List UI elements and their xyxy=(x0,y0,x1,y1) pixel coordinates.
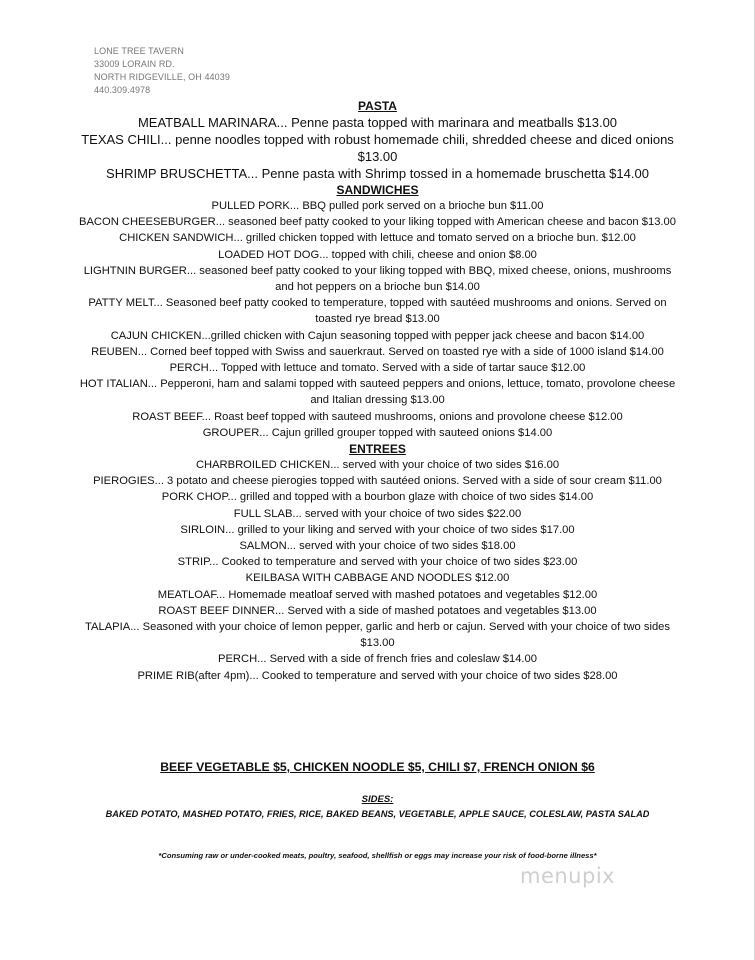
city-state-zip: NORTH RIDGEVILLE, OH 44039 xyxy=(94,72,230,82)
menu-item: FULL SLAB... served with your choice of two sides $22.00 xyxy=(233,507,522,520)
menu-item: LIGHTNIN BURGER... seasoned beef patty cooked to your liking topped with BBQ, mixed cheese, onions, mushrooms and hot peppers on a brioche bun $14.00 xyxy=(83,264,672,294)
section-title-sandwiches: SANDWICHES xyxy=(336,183,419,197)
restaurant-name: LONE TREE TAVERN xyxy=(94,46,184,56)
section-title-pasta: PASTA xyxy=(358,99,397,113)
sides-list: BAKED POTATO, MASHED POTATO, FRIES, RICE, BAKED BEANS, VEGETABLE, APPLE SAUCE, COLESLAW, PASTA SALAD xyxy=(105,809,650,819)
soups-line: BEEF VEGETABLE $5, CHICKEN NOODLE $5, CHILI $7, FRENCH ONION $6 xyxy=(160,760,595,774)
menu-item: REUBEN... Corned beef topped with Swiss and sauerkraut. Served on toasted rye with a side of 1000 island $14.00 xyxy=(91,345,664,358)
menu-item: ROAST BEEF... Roast beef topped with sauteed mushrooms, onions and provolone cheese $12.00 xyxy=(132,410,623,423)
menu-item: MEATLOAF... Homemade meatloaf served with mashed potatoes and vegetables $12.00 xyxy=(157,588,598,601)
menu-item: PULLED PORK... BBQ pulled pork served on a brioche bun $11.00 xyxy=(211,200,544,212)
menu-item: KEILBASA WITH CABBAGE AND NOODLES $12.00 xyxy=(245,572,510,585)
menu-item: SALMON... served with your choice of two sides $18.00 xyxy=(239,540,516,553)
street-address: 33009 LORAIN RD. xyxy=(94,59,175,69)
menu-item: PORK CHOP... grilled and topped with a bourbon glaze with choice of two sides $14.00 xyxy=(161,491,594,504)
menu-item: CHARBROILED CHICKEN... served with your choice of two sides $16.00 xyxy=(195,459,560,472)
sandwiches-list xyxy=(0,198,755,441)
menu-item: PIEROGIES... 3 potato and cheese pierogies topped with sautéed onions. Served with a side of sour cream $11.00 xyxy=(93,475,662,488)
menu-item: CHICKEN SANDWICH... grilled chicken topped with lettuce and tomato served on a brioche bun. $12.00 xyxy=(119,232,636,245)
food-safety-disclaimer: *Consuming raw or under-cooked meats, poultry, seafood, shellfish or eggs may increase your risk of food-borne illness* xyxy=(158,851,597,860)
menu-item: MEATBALL MARINARA... Penne pasta topped with marinara and meatballs $13.00 xyxy=(137,115,618,130)
menu-item: HOT ITALIAN... Pepperoni, ham and salami topped with sauteed peppers and onions, lettuce, tomato, provolone cheese and Italian dressing $13.00 xyxy=(79,378,676,407)
menu-item: PRIME RIB(after 4pm)... Cooked to temperature and served with your choice of two sides $28.00 xyxy=(137,669,618,682)
menu-item: GROUPER... Cajun grilled grouper topped with sauteed onions $14.00 xyxy=(202,426,553,439)
menu-item: CAJUN CHICKEN...grilled chicken with Cajun seasoning topped with pepper jack cheese and bacon $14.00 xyxy=(110,329,645,342)
section-title-entrees: ENTREES xyxy=(349,442,406,457)
menu-item: TEXAS CHILI... penne noodles topped with robust homemade chili, shredded cheese and diced onions $13.00 xyxy=(81,132,674,164)
sides-title: SIDES: xyxy=(361,794,394,805)
menu-item: BACON CHEESEBURGER... seasoned beef patty cooked to your liking topped with American cheese and bacon $13.00 xyxy=(78,216,676,229)
menu-item: PERCH... Topped with lettuce and tomato. Served with a side of tartar sauce $12.00 xyxy=(169,362,586,375)
entrees-list xyxy=(0,457,755,684)
menu-item: STRIP... Cooked to temperature and served with your choice of two sides $23.00 xyxy=(177,556,578,569)
menu-item: TALAPIA... Seasoned with your choice of lemon pepper, garlic and herb or cajun. Served with your choice of two sides $13.00 xyxy=(85,621,670,650)
menu-item: LOADED HOT DOG... topped with chili, cheese and onion $8.00 xyxy=(218,248,537,261)
menu-item: ROAST BEEF DINNER... Served with a side of mashed potatoes and vegetables $13.00 xyxy=(158,604,597,617)
phone-number: 440.309.4978 xyxy=(94,85,151,95)
pasta-list xyxy=(0,114,755,182)
menu-item: PATTY MELT... Seasoned beef patty cooked to temperature, topped with sautéed mushrooms and onions. Served on toasted rye bread $13.00 xyxy=(88,297,667,326)
menu-item: PERCH... Served with a side of french fries and coleslaw $14.00 xyxy=(217,653,537,666)
menu-body xyxy=(0,98,755,684)
restaurant-address xyxy=(94,45,230,97)
menu-item: SIRLOIN... grilled to your liking and served with your choice of two sides $17.00 xyxy=(180,523,575,536)
menu-item: SHRIMP BRUSCHETTA... Penne pasta with Shrimp tossed in a homemade bruschetta $14.00 xyxy=(106,166,649,181)
menupix-watermark: menupix xyxy=(520,864,616,888)
